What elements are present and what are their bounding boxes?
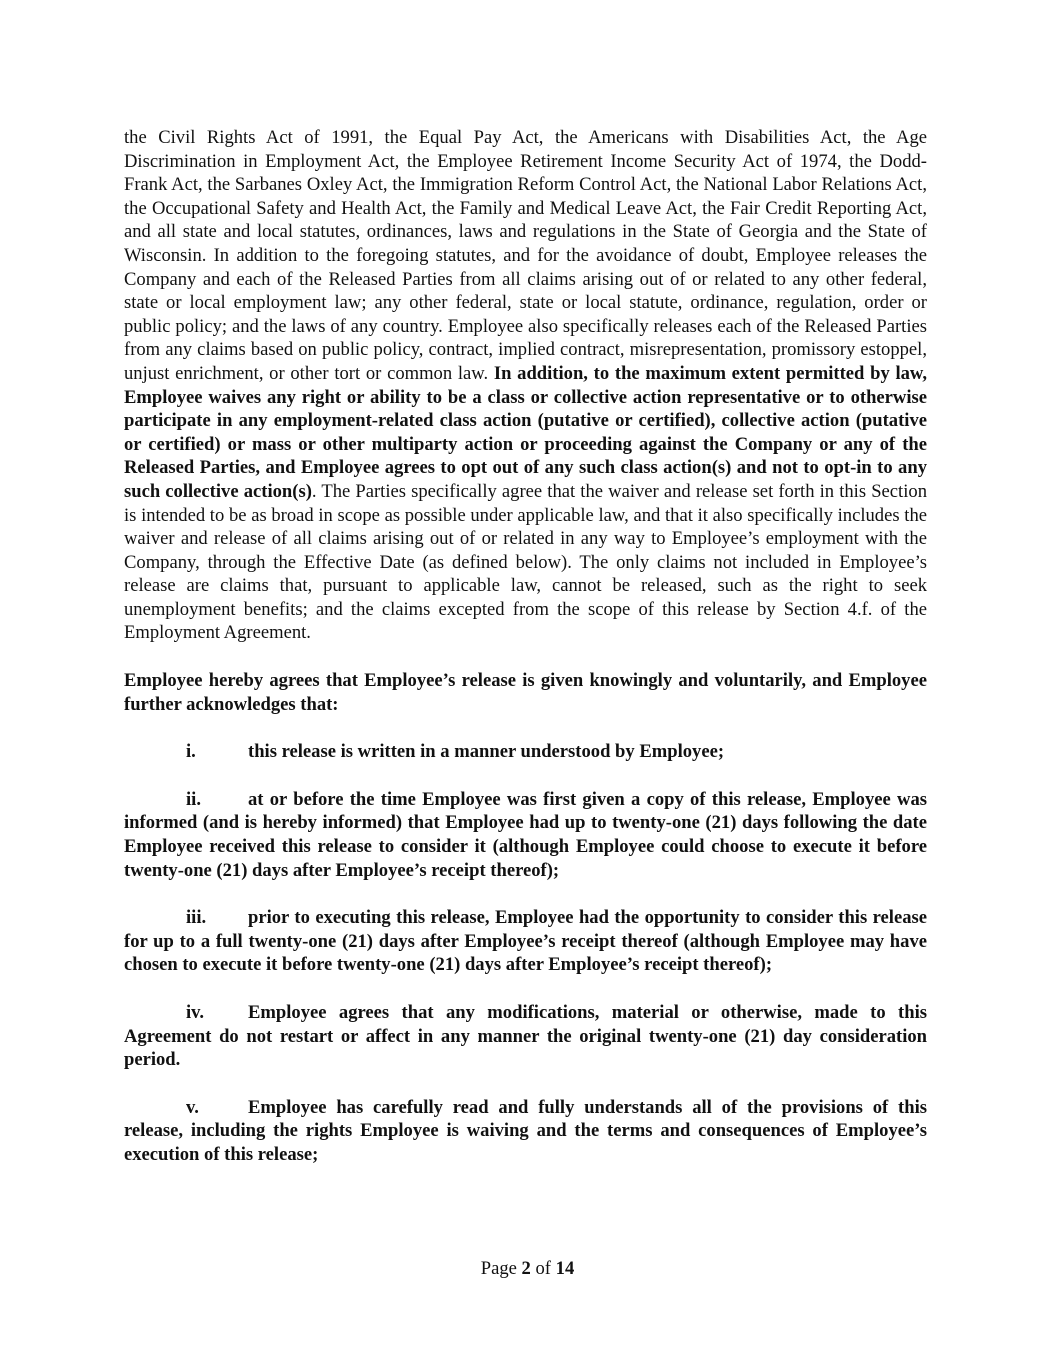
acknowledgement-item-iii — [124, 906, 927, 977]
acknowledgement-item-i — [124, 740, 927, 764]
total-page-count: 14 — [555, 1258, 575, 1279]
item-number: v. — [186, 1096, 199, 1118]
item-text: Employee agrees that any modifications, material or otherwise, made to this Agreement do not restart or affect in any manner the original twenty-one (21) day consideration period. — [124, 1002, 927, 1071]
item-text: prior to executing this release, Employee had the opportunity to consider this release for up to a full twenty-one (21) days after Employee’s receipt thereof (although Employee may have chosen to execute it before twenty-one (21) days after Employee’s receipt thereof); — [124, 907, 927, 976]
item-number: iii. — [186, 907, 207, 929]
release-paragraph — [124, 126, 927, 645]
acknowledgement-item-iv — [124, 1001, 927, 1072]
item-number: i. — [186, 741, 196, 763]
release-scope-text: . The Parties specifically agree that the waiver and release set forth in this Section is intended to be as broad in scope as possible under applicable law, and that it also specifically includes the waiver and release of all claims arising out of or related in any way to Employee’s employment with the Company, through the Effective Date (as defined below). The only claims not included in Employee’s release are claims that, pursuant to applicable law, cannot be released, such as the right to seek unemployment benefits; and the claims excepted from the scope of this release by Section 4.f. of the Employment Agreement. — [124, 480, 927, 644]
class-action-waiver-text: In addition, to the maximum extent permitted by law, Employee waives any right or ability to be a class or collective action representative or to otherwise participate in any employment-related class action (putative or certified), collective action (putative or certified) or mass or other multiparty action or proceeding against the Company or any of the Released Parties, and Employee agrees to opt out of any such class action(s) and not to opt-in to any such collective action(s) — [124, 362, 927, 502]
acknowledgement-item-v — [124, 1096, 927, 1167]
document-page — [124, 126, 927, 1167]
acknowledgement-item-ii — [124, 788, 927, 882]
item-text: at or before the time Employee was first given a copy of this release, Employee was informed (and is hereby informed) that Employee had up to twenty-one (21) days following the date Employee received this release to consider it (although Employee could choose to execute it before twenty-one (21) days after Employee’s receipt thereof); — [124, 788, 927, 881]
page-label: Page — [480, 1258, 522, 1279]
acknowledgement-intro: Employee hereby agrees that Employee’s release is given knowingly and voluntarily, and Employee further acknowledges that: — [124, 670, 927, 715]
item-number: iv. — [186, 1002, 205, 1023]
item-text: this release is written in a manner understood by Employee; — [248, 741, 725, 763]
item-text: Employee has carefully read and fully understands all of the provisions of this release, including the rights Employee is waiving and the terms and consequences of Employee’s execution of this release; — [124, 1096, 927, 1165]
item-number: ii. — [186, 788, 201, 810]
page-footer — [0, 1258, 1055, 1280]
page-of-label: of — [530, 1258, 556, 1279]
current-page-number: 2 — [521, 1258, 531, 1279]
release-text: the Civil Rights Act of 1991, the Equal Pay Act, the Americans with Disabilities Act, the Age Discrimination in Employment Act, the Employee Retirement Income Security Act of 1974, the Dodd-Frank Act, the Sarbanes Oxley Act, the Immigration Reform Control Act, the National Labor Relations Act, the Occupational Safety and Health Act, the Family and Medical Leave Act, the Fair Credit Reporting Act, and all state and local statutes, ordinances, laws and regulations in the State of Georgia and the State of Wisconsin. In addition to the foregoing statutes, and for the avoidance of doubt, Employee releases the Company and each of the Released Parties from all claims arising out of or related to any other federal, state or local employment law; any other federal, state or local statute, ordinance, regulation, order or public policy; and the laws of any country. Employee also specifically releases each of the Released Parties from any claims based on public policy, contract, implied contract, misrepresentation, promissory estoppel, unjust enrichment, or other tort or common law. — [124, 127, 927, 384]
